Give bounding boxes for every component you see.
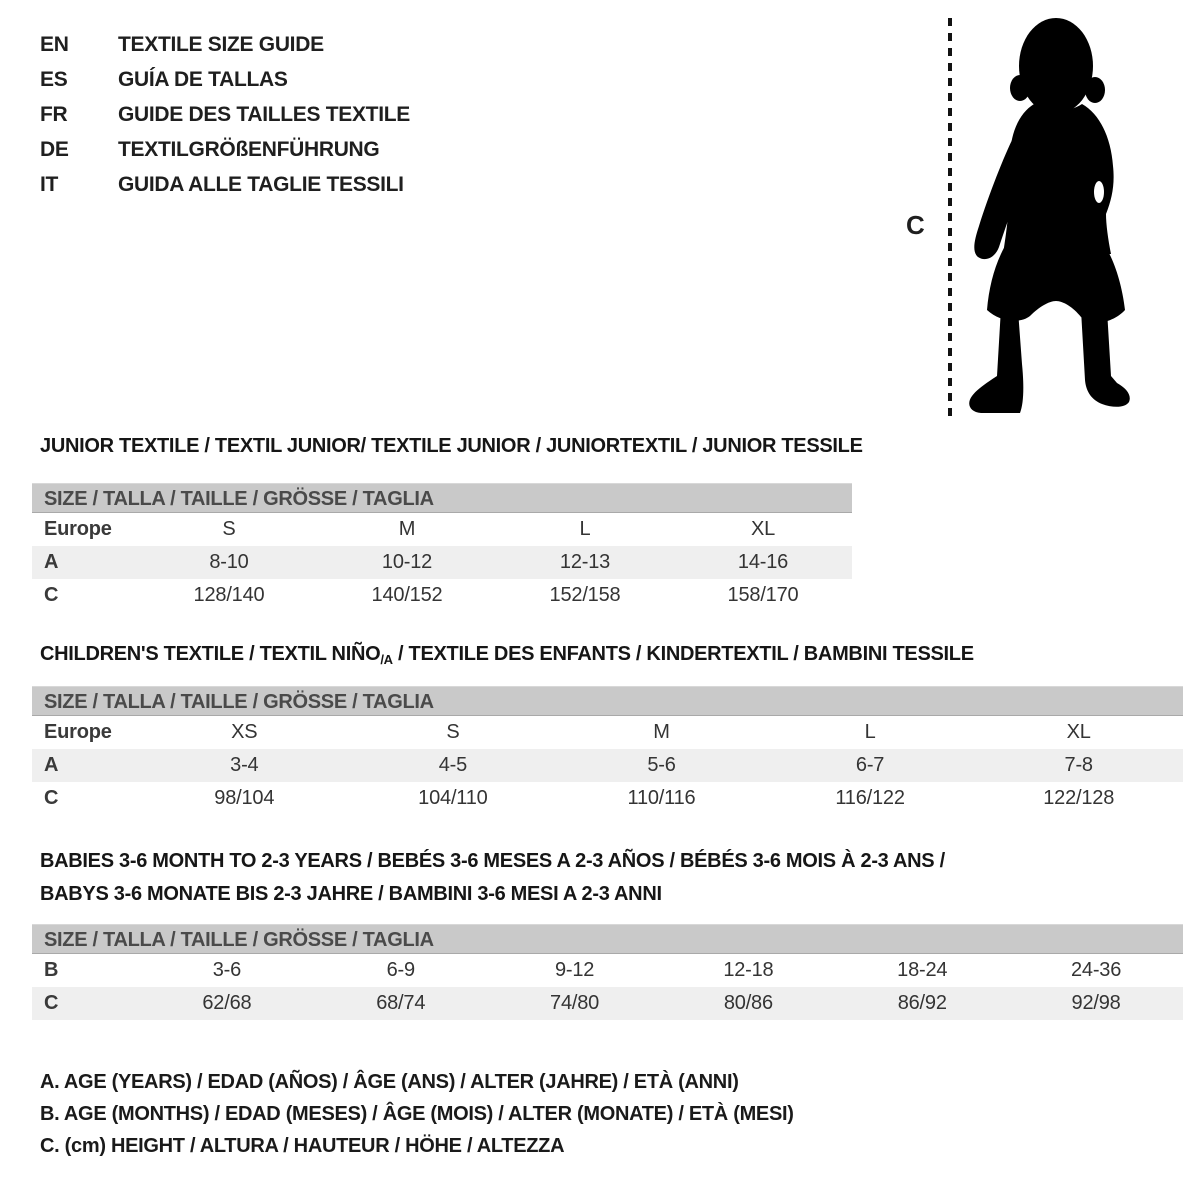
table-cell: 8-10 [209, 551, 249, 573]
language-row-es [40, 62, 410, 97]
language-row-fr [40, 97, 410, 132]
language-title-list [40, 27, 410, 202]
table-cell: 7-8 [1064, 754, 1093, 776]
babies-title-line1: BABIES 3-6 MONTH TO 2-3 YEARS / BEBÉS 3-6 MESES A 2-3 AÑOS / BÉBÉS 3-6 MOIS À 2-3 ANS / [40, 850, 945, 872]
table-cell: M [398, 518, 416, 540]
table-cell: 80/86 [723, 992, 773, 1014]
table-cell: M [653, 721, 670, 743]
table-cell: 4-5 [438, 754, 468, 776]
legend-age-months: B. AGE (MONTHS) / EDAD (MESES) / ÂGE (MOIS) / ALTER (MONATE) / ETÀ (MESI) [40, 1103, 794, 1125]
table-cell: S [222, 518, 236, 540]
table-cell: 68/74 [376, 992, 426, 1014]
table-row [32, 716, 1183, 749]
row-label: C [44, 992, 59, 1014]
table-cell: 98/104 [214, 787, 275, 809]
language-code: ES [40, 68, 68, 91]
table-row [32, 954, 1183, 987]
row-label: Europe [44, 721, 112, 743]
language-title: GUIDA ALLE TAGLIE TESSILI [118, 173, 404, 196]
table-cell: L [864, 721, 876, 743]
table-cell: S [446, 721, 460, 743]
children-table-body [32, 716, 1183, 815]
table-row [32, 782, 1183, 815]
table-row [32, 987, 1183, 1020]
table-cell: 140/152 [371, 584, 443, 606]
language-title: TEXTILGRÖßENFÜHRUNG [118, 138, 380, 161]
legend-height-cm: C. (cm) HEIGHT / ALTURA / HAUTEUR / HÖHE / ALTEZZA [40, 1135, 565, 1157]
table-cell: 110/116 [627, 787, 696, 809]
table-cell: 6-7 [855, 754, 885, 776]
row-label: C [44, 787, 59, 809]
table-cell: 92/98 [1071, 992, 1121, 1014]
babies-size-table [32, 924, 1183, 1020]
table-row [32, 513, 852, 546]
baby-silhouette-icon [962, 14, 1142, 420]
language-row-de [40, 132, 410, 167]
junior-table-body [32, 513, 852, 612]
children-title-post: / TEXTILE DES ENFANTS / KINDERTEXTIL / BAMBINI TESSILE [392, 643, 974, 665]
language-code: FR [40, 103, 68, 126]
row-label: A [44, 754, 59, 776]
row-label: B [44, 959, 59, 981]
table-cell: 158/170 [727, 584, 799, 606]
row-label: A [44, 551, 59, 573]
table-cell: XL [750, 518, 776, 540]
table-cell: 122/128 [1043, 787, 1115, 809]
table-cell: 6-9 [386, 959, 415, 981]
table-cell: 12-18 [723, 959, 774, 981]
table-cell: 62/68 [202, 992, 252, 1014]
table-cell: 24-36 [1070, 959, 1122, 981]
table-cell: L [579, 518, 591, 540]
table-cell: 86/92 [897, 992, 947, 1014]
language-title: GUÍA DE TALLAS [118, 68, 288, 91]
children-table-header: SIZE / TALLA / TAILLE / GRÖSSE / TAGLIA [32, 686, 1183, 716]
measurement-legend [40, 1066, 794, 1162]
language-code: DE [40, 138, 69, 161]
table-cell: 128/140 [193, 584, 265, 606]
children-title-pre: CHILDREN'S TEXTILE / TEXTIL NIÑO [40, 643, 381, 665]
table-row [32, 546, 852, 579]
table-cell: 12-13 [559, 551, 611, 573]
language-code: IT [40, 173, 59, 196]
babies-section-title [40, 845, 945, 911]
language-title: GUIDE DES TAILLES TEXTILE [118, 103, 410, 126]
table-cell: 9-12 [554, 959, 595, 981]
language-row-it [40, 167, 410, 202]
table-cell: 3-4 [230, 754, 259, 776]
table-cell: 74/80 [550, 992, 600, 1014]
junior-section-title: JUNIOR TEXTILE / TEXTIL JUNIOR/ TEXTILE JUNIOR / JUNIORTEXTIL / JUNIOR TESSILE [40, 435, 863, 457]
height-measure-dashed-line [948, 18, 952, 416]
babies-table-header: SIZE / TALLA / TAILLE / GRÖSSE / TAGLIA [32, 924, 1183, 954]
junior-size-table [32, 483, 852, 612]
table-row [32, 749, 1183, 782]
junior-table-header: SIZE / TALLA / TAILLE / GRÖSSE / TAGLIA [32, 483, 852, 513]
children-section-title [40, 643, 974, 667]
table-row [32, 579, 852, 612]
table-cell: 152/158 [549, 584, 621, 606]
table-cell: 116/122 [835, 787, 905, 809]
language-row-en [40, 27, 410, 62]
children-title-subscript: /A [380, 652, 393, 667]
babies-title-line2: BABYS 3-6 MONATE BIS 2-3 JAHRE / BAMBINI 3-6 MESI A 2-3 ANNI [40, 883, 662, 905]
height-measure-label: C [906, 210, 925, 240]
table-cell: 5-6 [647, 754, 676, 776]
table-cell: 14-16 [737, 551, 789, 573]
table-cell: 10-12 [381, 551, 433, 573]
table-cell: XS [231, 721, 258, 743]
table-cell: XL [1066, 721, 1091, 743]
table-cell: 104/110 [418, 787, 488, 809]
row-label: Europe [44, 518, 112, 540]
table-cell: 3-6 [212, 959, 242, 981]
table-cell: 18-24 [897, 959, 948, 981]
language-code: EN [40, 33, 69, 56]
language-title: TEXTILE SIZE GUIDE [118, 33, 324, 56]
children-size-table [32, 686, 1183, 815]
babies-table-body [32, 954, 1183, 1020]
legend-age-years: A. AGE (YEARS) / EDAD (AÑOS) / ÂGE (ANS) / ALTER (JAHRE) / ETÀ (ANNI) [40, 1071, 739, 1093]
row-label: C [44, 584, 59, 606]
